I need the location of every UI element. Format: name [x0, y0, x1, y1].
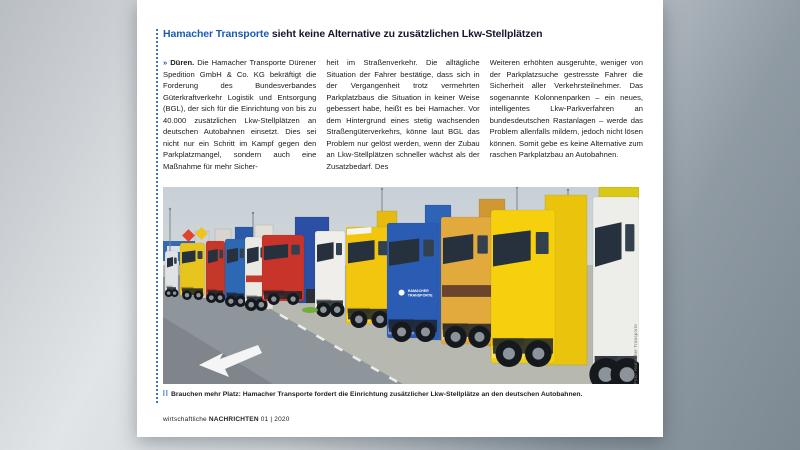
caption-text: Brauchen mehr Platz: Hamacher Transporte fordert die Einrichtung zusätzlicher Lkw-Stellplätze an den deutschen Autobahnen. — [171, 391, 583, 398]
article-column-1 — [163, 57, 316, 185]
column-3-text: Weiteren erhöhten ausgeruhte, weniger von der Parkplatzsuche gestresste Fahrer die Sicherheit aller Verkehrsteilnehmer. Das sogenannte Kolonnenparken – ein neues, intelligentes Lkw-Parkverfahren an bundesdeutschen Rastanlagen – werde das Problem allenfalls mildern, jedoch nicht lösen können. Somit gebe es keine Alternative zum raschen Parkplatzbau an Autobahnen. — [489, 58, 643, 159]
column-2-text: heit im Straßenverkehr. Die alltägliche Situation der Fahrer bestätige, dass sich in der Vergangenheit trotz vermehrten Parkplatzbaus die Situation in keiner Weise gebessert habe, heißt es bei Hamacher. Vor dem Hintergrund eines stetig wachsenden Straßengüterverkehrs, könne laut BGL das Problem nur gelöst werden, wenn der Zubau an Lkw-Stellplätzen schneller wächst als der Zusatzbedarf. Des — [326, 58, 480, 171]
page-footer — [163, 416, 290, 423]
svg-text:HAMACHER: HAMACHER — [407, 289, 429, 294]
magazine-name-light: wirtschaftliche — [163, 416, 207, 423]
column-1-text: Die Hamacher Transporte Dürener Spedition GmbH & Co. KG bekräftigt die Forderung des Bundesverbandes Güterkraftverkehr Logistik und Entsorgung (BGL), der sich für die Einrichtung von bis zu 40.000 zusätzlichen Lkw-Stellplätzen an deutschen Autobahnen einsetzt. Dies sei nicht nur ein Schritt im Kampf gegen den Parkplatzmangel, sondern auch eine Maßnahme für mehr Sicher- — [163, 58, 317, 171]
headline-rest: sieht keine Alternative zu zusätzlichen Lkw-Stellplätzen — [269, 28, 543, 40]
dotted-rule — [156, 29, 158, 403]
caption-marker-icon — [163, 390, 168, 396]
truck-photo-svg — [163, 187, 639, 384]
svg-text:TRANSPORTE: TRANSPORTE — [407, 293, 433, 298]
magazine-page — [137, 0, 663, 437]
photo-caption — [163, 390, 643, 398]
article-column-3 — [490, 57, 643, 185]
magazine-name-bold: NACHRICHTEN — [208, 416, 259, 423]
issue-number: 01 | 2020 — [260, 416, 290, 423]
article-photo — [163, 187, 639, 384]
article-headline — [163, 28, 655, 40]
paragraph-bullet: » — [163, 58, 168, 67]
article-body — [163, 57, 643, 185]
dateline: Düren. — [170, 58, 195, 67]
photo-credit: Foto: Hamacher Transporte — [633, 323, 638, 384]
headline-brand: Hamacher Transporte — [163, 28, 270, 40]
article-column-2 — [326, 57, 479, 185]
